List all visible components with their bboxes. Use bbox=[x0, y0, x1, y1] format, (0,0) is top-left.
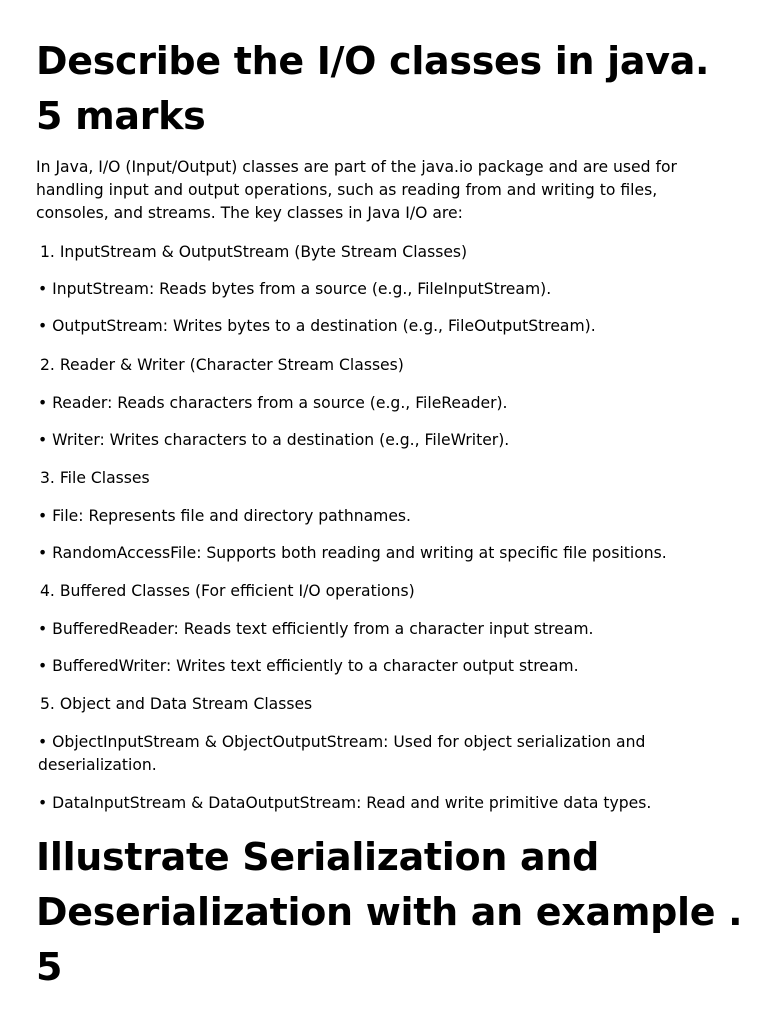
list-heading-char-streams: 2. Reader & Writer (Character Stream Classes) bbox=[40, 356, 404, 374]
list-item-reader: • Reader: Reads characters from a source (e.g., FileReader). bbox=[38, 394, 508, 412]
list-item-bufferedwriter: • BufferedWriter: Writes text efficiently to a character output stream. bbox=[38, 657, 579, 675]
list-heading-file-classes: 3. File Classes bbox=[40, 469, 150, 487]
heading-io-classes: Describe the I/O classes in java. 5 marks bbox=[36, 39, 710, 138]
list-item-bufferedreader: • BufferedReader: Reads text efficiently from a character input stream. bbox=[38, 620, 594, 638]
list-item-inputstream: • InputStream: Reads bytes from a source (e.g., FileInputStream). bbox=[38, 280, 552, 298]
heading-serialization: Illustrate Serialization and Deserialization with an example . 5 bbox=[36, 835, 743, 989]
list-item-file: • File: Represents file and directory pathnames. bbox=[38, 507, 412, 525]
list-item-datastreams: • DataInputStream & DataOutputStream: Read and write primitive data types. bbox=[38, 794, 652, 812]
list-item-outputstream: • OutputStream: Writes bytes to a destination (e.g., FileOutputStream). bbox=[38, 317, 596, 335]
list-item-writer: • Writer: Writes characters to a destination (e.g., FileWriter). bbox=[38, 431, 510, 449]
list-heading-byte-streams: 1. InputStream & OutputStream (Byte Stream Classes) bbox=[40, 243, 468, 261]
list-heading-object-data: 5. Object and Data Stream Classes bbox=[40, 695, 313, 713]
list-item-objectstreams: • ObjectInputStream & ObjectOutputStream: Used for object serialization and deserialization. bbox=[38, 733, 646, 774]
list-item-randomaccessfile: • RandomAccessFile: Supports both reading and writing at specific file positions. bbox=[38, 544, 667, 562]
intro-paragraph: In Java, I/O (Input/Output) classes are part of the java.io package and are used for handling input and output operations, such as reading from and writing to files, consoles, and streams. The key classes in Java I/O are: bbox=[36, 158, 677, 222]
list-heading-buffered: 4. Buffered Classes (For efficient I/O operations) bbox=[40, 582, 415, 600]
